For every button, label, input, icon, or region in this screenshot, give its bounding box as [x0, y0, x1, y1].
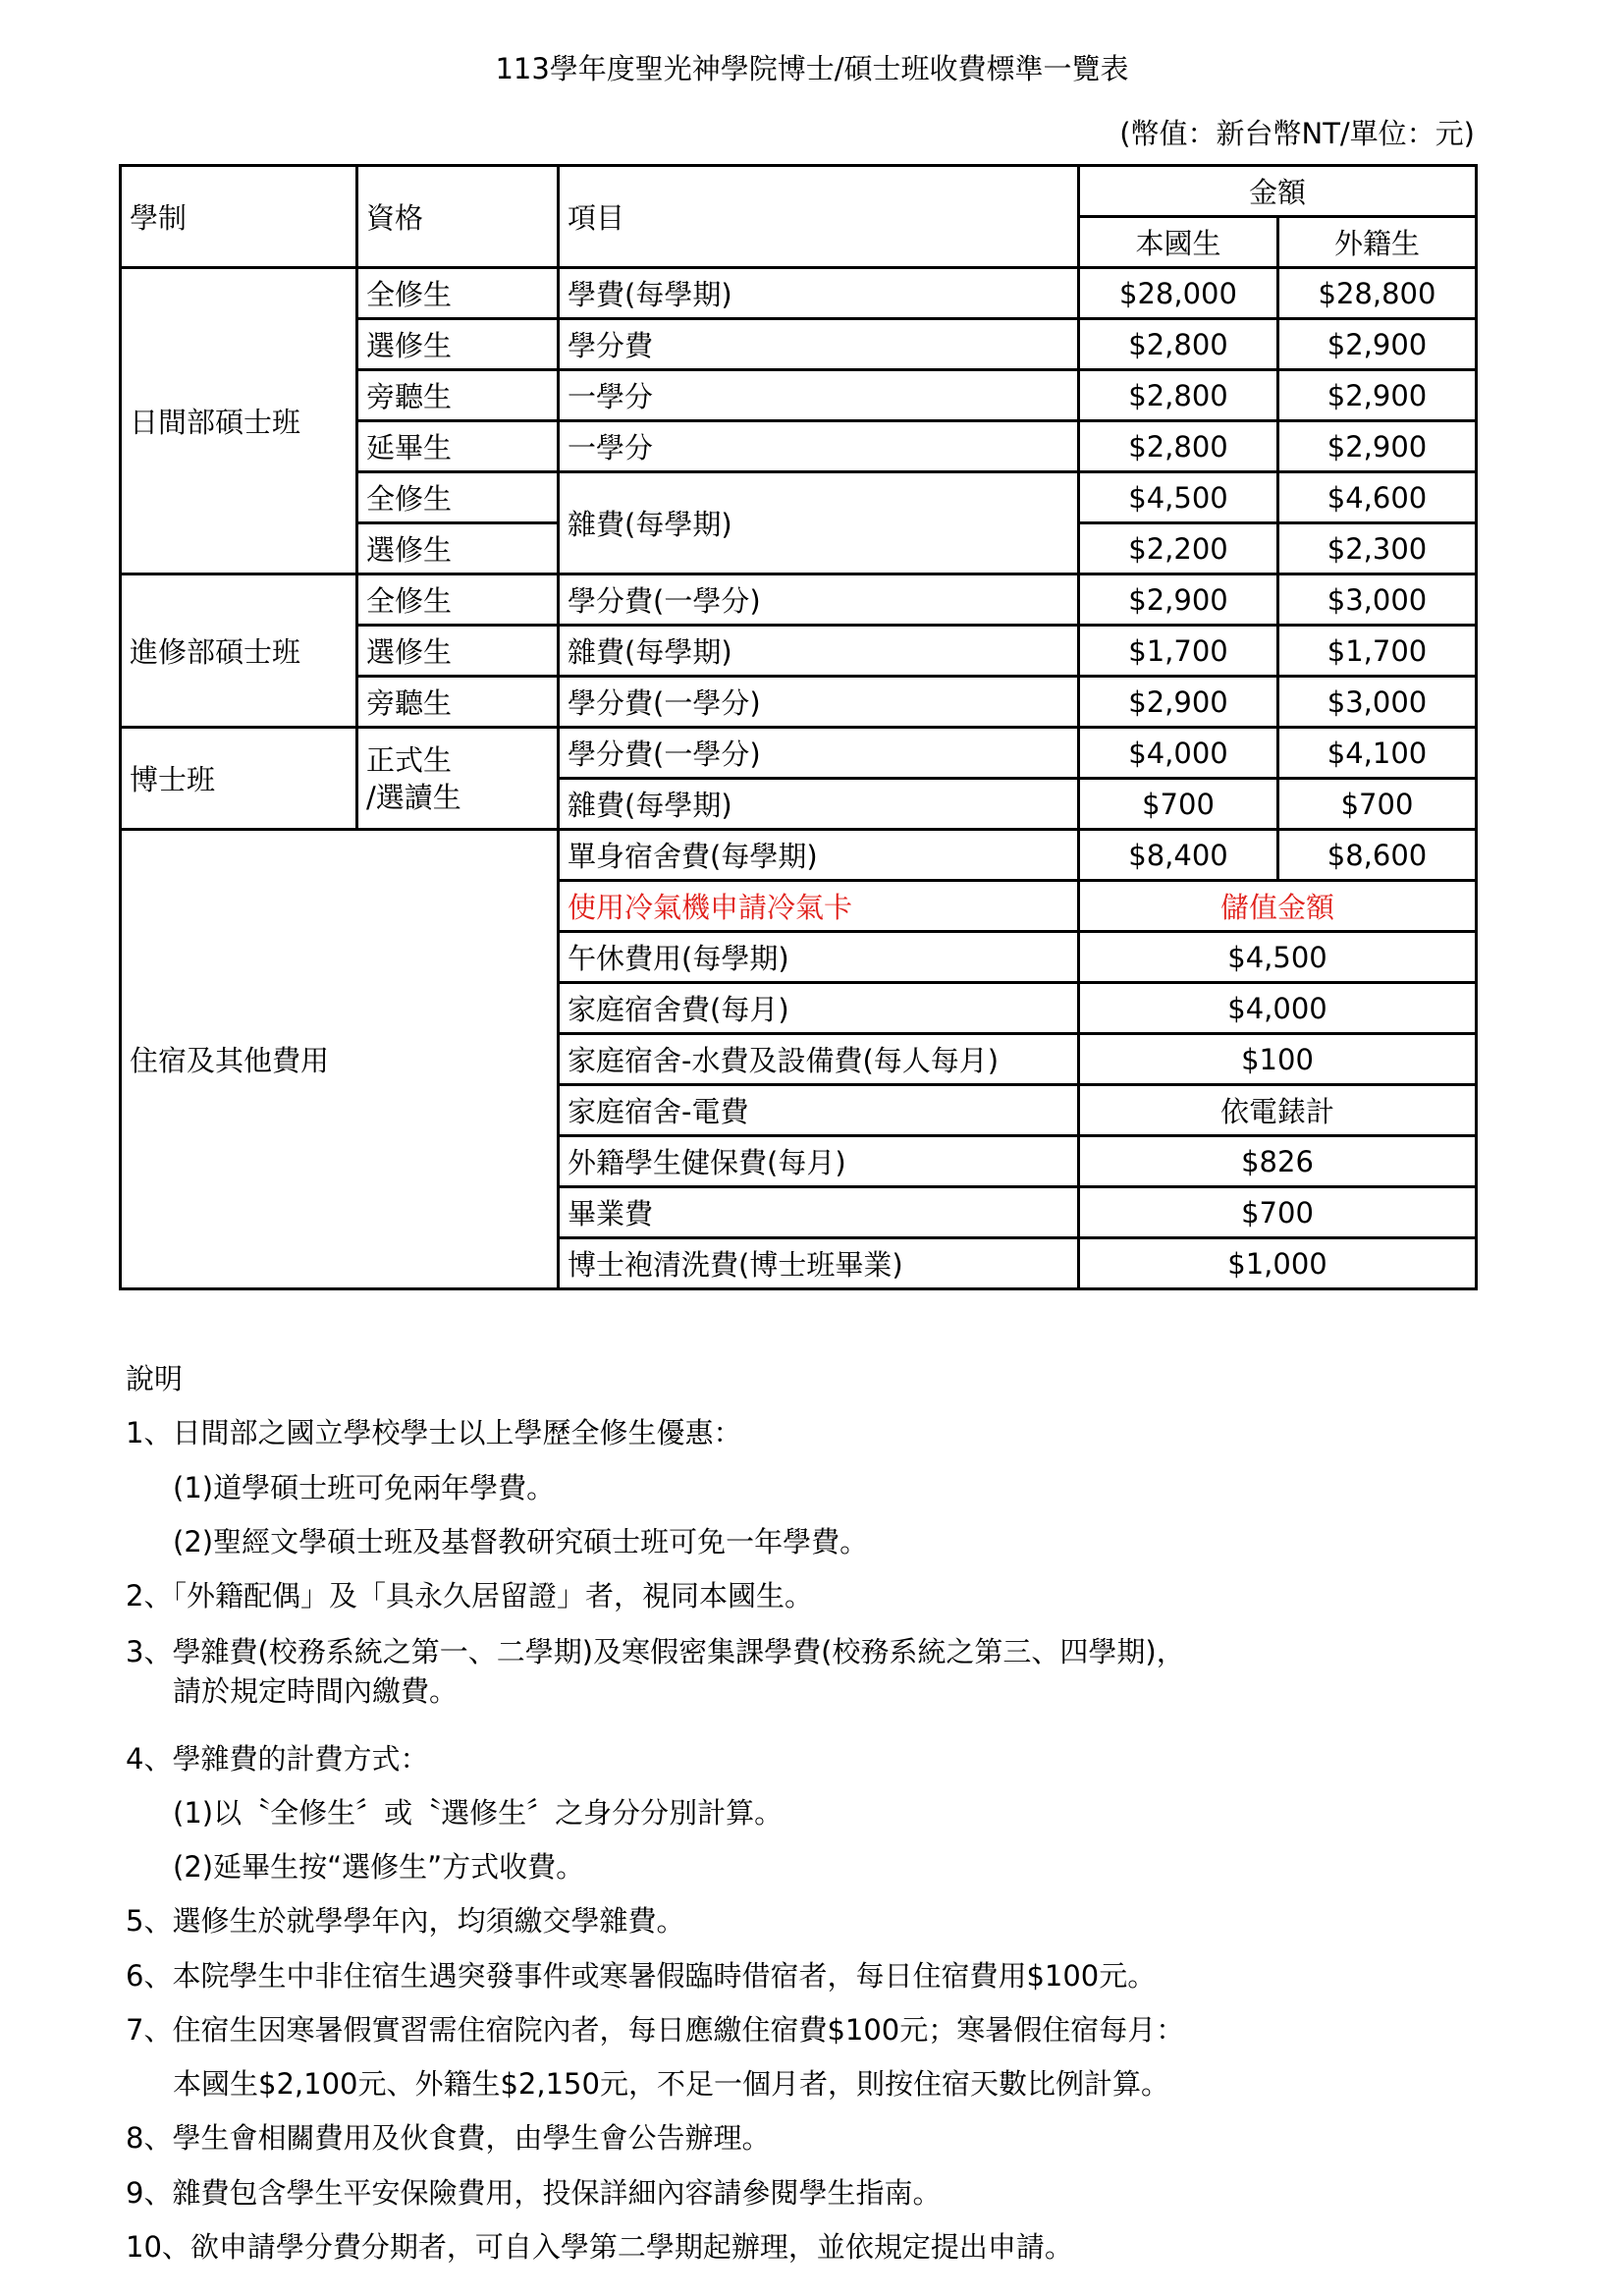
page-title: 113學年度聖光神學院博士/碩士班收費標準一覽表	[495, 52, 1129, 85]
note-line: 8、學生會相關費用及伙食費，由學生會公告辦理。	[126, 2121, 771, 2155]
qualification-cell: 旁聽生	[357, 677, 559, 728]
item-cell: 家庭宿舍-電費	[559, 1085, 1079, 1136]
header-item: 項目	[559, 166, 1079, 268]
domestic-amount: $2,800	[1079, 370, 1278, 421]
qualification-cell: 全修生	[357, 268, 559, 319]
item-cell: 雜費(每學期)	[559, 626, 1079, 677]
amount-cell: $4,500	[1079, 932, 1477, 983]
note-line: 請於規定時間內繳費。	[173, 1674, 459, 1708]
amount-cell: $826	[1079, 1136, 1477, 1187]
domestic-amount: $8,400	[1079, 830, 1278, 881]
domestic-amount: $2,900	[1079, 574, 1278, 626]
currency-unit-note: (幣值：新台幣NT/單位：元)	[1119, 117, 1475, 150]
fee-table	[119, 164, 1478, 1290]
table-row	[121, 830, 1477, 881]
notes-heading: 說明	[126, 1362, 184, 1395]
header-domestic: 本國生	[1079, 217, 1278, 268]
domestic-amount: $4,000	[1079, 728, 1278, 779]
amount-cell-stored-value: 儲值金額	[1079, 881, 1477, 932]
amount-cell: $100	[1079, 1034, 1477, 1085]
domestic-amount: $4,500	[1079, 472, 1278, 523]
note-line: (2)聖經文學碩士班及基督教研究碩士班可免一年學費。	[173, 1525, 869, 1558]
program-day-master: 日間部碩士班	[121, 268, 357, 574]
item-cell: 雜費(每學期)	[559, 472, 1079, 574]
foreign-amount: $2,900	[1278, 319, 1477, 370]
header-amount: 金額	[1079, 166, 1477, 217]
foreign-amount: $28,800	[1278, 268, 1477, 319]
note-line: (2)延畢生按“選修生”方式收費。	[173, 1850, 585, 1884]
note-line: 4、學雜費的計費方式：	[126, 1742, 429, 1776]
item-cell: 學分費(一學分)	[559, 728, 1079, 779]
note-line: 10、欲申請學分費分期者，可自入學第二學期起辦理，並依規定提出申請。	[126, 2230, 1073, 2264]
item-cell: 學費(每學期)	[559, 268, 1079, 319]
qualification-cell: 選修生	[357, 626, 559, 677]
item-cell: 家庭宿舍費(每月)	[559, 983, 1079, 1034]
qualification-cell: 全修生	[357, 472, 559, 523]
note-line: 5、選修生於就學學年內，均須繳交學雜費。	[126, 1904, 685, 1938]
qualification-line: 正式生	[366, 742, 453, 777]
header-program: 學制	[121, 166, 357, 268]
note-line: 9、雜費包含學生平安保險費用，投保詳細內容請參閱學生指南。	[126, 2176, 942, 2210]
item-cell: 博士袍清洗費(博士班畢業)	[559, 1238, 1079, 1289]
item-cell: 家庭宿舍-水費及設備費(每人每月)	[559, 1034, 1079, 1085]
qualification-cell: 選修生	[357, 319, 559, 370]
foreign-amount: $4,100	[1278, 728, 1477, 779]
domestic-amount: $700	[1079, 779, 1278, 830]
amount-cell: $700	[1079, 1187, 1477, 1238]
domestic-amount: $1,700	[1079, 626, 1278, 677]
foreign-amount: $2,900	[1278, 370, 1477, 421]
item-cell: 學分費(一學分)	[559, 677, 1079, 728]
program-doctoral: 博士班	[121, 728, 357, 830]
note-line: (1)道學碩士班可免兩年學費。	[173, 1471, 556, 1504]
domestic-amount: $2,800	[1079, 421, 1278, 472]
item-cell: 單身宿舍費(每學期)	[559, 830, 1079, 881]
qualification-cell: 全修生	[357, 574, 559, 626]
note-line: 本國生$2,100元、外籍生$2,150元，不足一個月者，則按住宿天數比例計算。	[173, 2067, 1169, 2101]
header-foreign: 外籍生	[1278, 217, 1477, 268]
item-cell: 午休費用(每學期)	[559, 932, 1079, 983]
header-qualification: 資格	[357, 166, 559, 268]
qualification-cell: 旁聽生	[357, 370, 559, 421]
note-line: 6、本院學生中非住宿生遇突發事件或寒暑假臨時借宿者，每日住宿費用$100元。	[126, 1959, 1157, 1993]
foreign-amount: $3,000	[1278, 677, 1477, 728]
item-cell: 一學分	[559, 370, 1079, 421]
amount-cell: $1,000	[1079, 1238, 1477, 1289]
header-row	[121, 166, 1477, 217]
note-line: 2、「外籍配偶」及「具永久居留證」者，視同本國生。	[126, 1579, 813, 1613]
domestic-amount: $2,200	[1079, 523, 1278, 574]
foreign-amount: $4,600	[1278, 472, 1477, 523]
note-line: 1、日間部之國立學校學士以上學歷全修生優惠：	[126, 1416, 742, 1449]
foreign-amount: $1,700	[1278, 626, 1477, 677]
foreign-amount: $700	[1278, 779, 1477, 830]
qualification-line: /選讀生	[366, 780, 461, 814]
program-evening-master: 進修部碩士班	[121, 574, 357, 728]
amount-cell: 依電錶計	[1079, 1085, 1477, 1136]
item-cell: 外籍學生健保費(每月)	[559, 1136, 1079, 1187]
domestic-amount: $28,000	[1079, 268, 1278, 319]
foreign-amount: $8,600	[1278, 830, 1477, 881]
qualification-cell: 選修生	[357, 523, 559, 574]
foreign-amount: $2,900	[1278, 421, 1477, 472]
note-line: (1)以〝全修生〞或〝選修生〞之身分分別計算。	[173, 1796, 784, 1830]
foreign-amount: $2,300	[1278, 523, 1477, 574]
note-line: 3、學雜費(校務系統之第一、二學期)及寒假密集課學費(校務系統之第三、四學期)，	[126, 1635, 1185, 1668]
qualification-cell: 延畢生	[357, 421, 559, 472]
table-row	[121, 574, 1477, 626]
item-cell: 畢業費	[559, 1187, 1079, 1238]
foreign-amount: $3,000	[1278, 574, 1477, 626]
amount-cell: $4,000	[1079, 983, 1477, 1034]
item-cell: 學分費(一學分)	[559, 574, 1079, 626]
program-housing-other: 住宿及其他費用	[121, 830, 559, 1289]
item-cell: 雜費(每學期)	[559, 779, 1079, 830]
domestic-amount: $2,800	[1079, 319, 1278, 370]
item-cell-ac-card: 使用冷氣機申請冷氣卡	[559, 881, 1079, 932]
domestic-amount: $2,900	[1079, 677, 1278, 728]
item-cell: 學分費	[559, 319, 1079, 370]
table-row	[121, 728, 1477, 779]
note-line: 7、住宿生因寒暑假實習需住宿院內者，每日應繳住宿費$100元；寒暑假住宿每月：	[126, 2013, 1185, 2047]
qualification-cell	[357, 728, 559, 830]
item-cell: 一學分	[559, 421, 1079, 472]
table-row	[121, 268, 1477, 319]
